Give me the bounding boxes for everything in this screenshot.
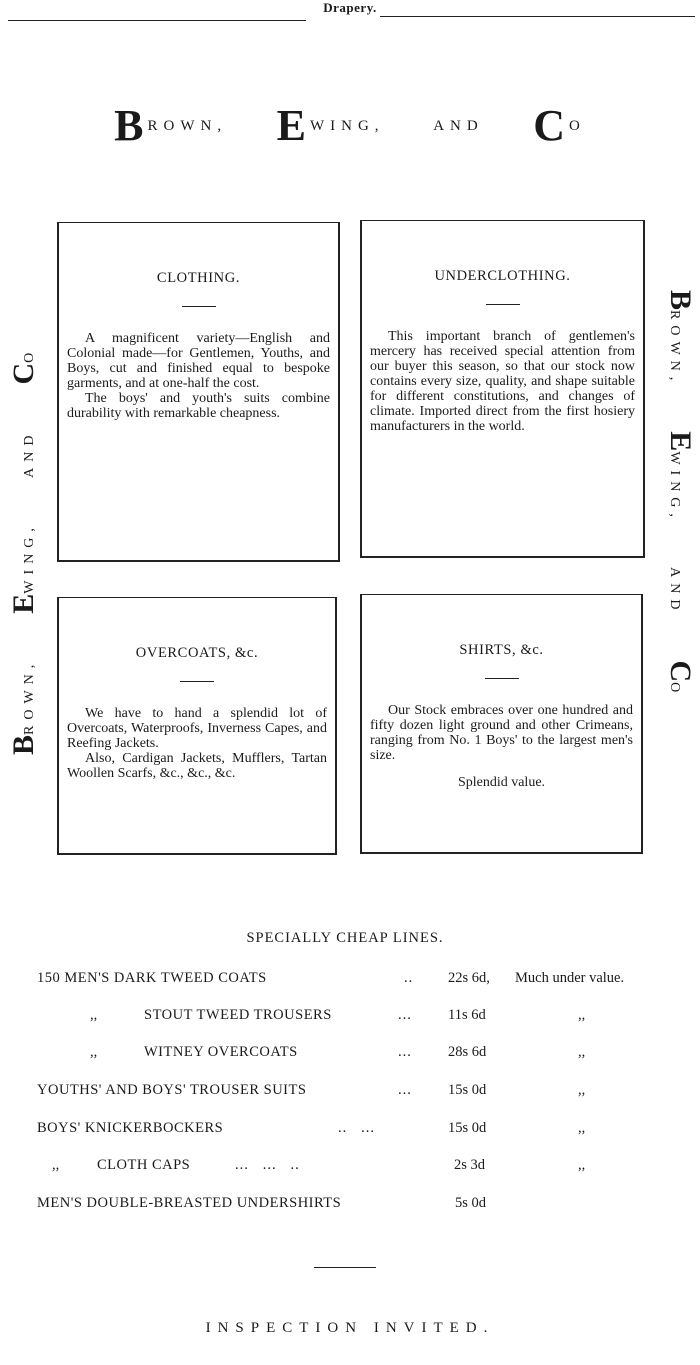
box-body — [67, 706, 327, 781]
side-left-word-and: AND — [22, 429, 37, 478]
side-banner-left — [7, 347, 41, 755]
box-title: UNDERCLOTHING. — [434, 268, 571, 284]
firm-name-banner — [0, 100, 700, 151]
price-row-ditto: ,, — [90, 1044, 98, 1060]
price-row-price: 15s 0d — [448, 1120, 487, 1136]
firm-word-o: O — [569, 118, 586, 134]
box-paragraph: This important branch of gentlemen's mercery has received special attention from our buyer this season, so that our stock now contains every size, quality, and shape suitable for different constitutions, and changes of climate. Imported direct from the first hosiery manufacturers in the world. — [370, 329, 635, 434]
box-body — [370, 329, 635, 434]
box-divider — [180, 681, 214, 682]
side-left-initial-e: E — [7, 593, 40, 614]
price-row — [0, 1157, 700, 1179]
price-row-price: 28s 6d — [448, 1044, 487, 1060]
side-right-word-o: O — [667, 682, 682, 699]
firm-word-rown: ROWN, — [147, 118, 228, 134]
header-rule-left — [8, 20, 306, 21]
side-left-initial-c: C — [7, 362, 40, 385]
firm-initial-c: C — [533, 101, 565, 150]
price-row-item: WITNEY OVERCOATS — [144, 1044, 298, 1060]
divider-rule — [314, 1267, 376, 1268]
price-row-item: STOUT TWEED TROUSERS — [144, 1007, 332, 1023]
price-row-note: ,, — [578, 1120, 586, 1136]
price-row-price: 5s 0d — [455, 1195, 487, 1211]
price-row-dots: .. — [404, 970, 414, 986]
price-row-dots: ... ... .. — [235, 1157, 300, 1173]
box-paragraph: Splendid value. — [457, 775, 546, 790]
price-row-price: 11s 6d — [448, 1007, 486, 1023]
price-row-note: ,, — [578, 1044, 586, 1060]
header-rule-right — [380, 16, 695, 17]
side-right-initial-b: B — [664, 290, 697, 311]
price-row-item: BOYS' KNICKERBOCKERS — [37, 1120, 224, 1136]
price-row-note: ,, — [578, 1157, 586, 1173]
side-right-word-wing: WING, — [667, 451, 682, 523]
price-row-price: 22s 6d, — [448, 970, 490, 986]
side-left-word-wing: WING, — [22, 522, 37, 594]
price-row — [0, 1044, 700, 1066]
side-left-word-o: O — [22, 346, 37, 363]
box-paragraph: A magnificent variety—English and Colonial made—for Gentlemen, Youths, and Boys, cut and finished equal to bespoke garments, and at one-half the cost. — [67, 331, 330, 391]
side-banner-right — [663, 290, 697, 698]
price-row-price: 15s 0d — [448, 1082, 487, 1098]
side-right-word-rown: ROWN, — [667, 310, 682, 387]
price-row-item: YOUTHS' AND BOYS' TROUSER SUITS — [37, 1082, 307, 1098]
price-row-item: CLOTH CAPS — [97, 1157, 191, 1173]
box-title: OVERCOATS, &c. — [135, 645, 259, 661]
price-row-dots: .. ... — [338, 1120, 375, 1136]
price-row-note: ,, — [578, 1082, 586, 1098]
box-title: CLOTHING. — [156, 270, 241, 286]
side-left-initial-b: B — [7, 734, 40, 755]
section-title: Drapery. — [323, 0, 377, 15]
box-paragraph: Our Stock embraces over one hundred and fifty dozen light ground and other Crimeans, ranging from No. 1 Boys' to the largest men's size. — [370, 703, 633, 763]
box-title: SHIRTS, &c. — [459, 642, 544, 658]
price-row-price: 2s 3d — [454, 1157, 486, 1173]
price-list-title: SPECIALLY CHEAP LINES. — [246, 930, 444, 946]
box-body — [370, 703, 633, 790]
price-row — [0, 970, 700, 992]
side-right-word-and: AND — [667, 567, 682, 616]
price-row-note: ,, — [578, 1007, 586, 1023]
box-shirts — [360, 594, 643, 854]
side-left-word-rown: ROWN, — [22, 658, 37, 735]
box-clothing — [57, 222, 340, 562]
box-paragraph: Also, Cardigan Jackets, Mufflers, Tartan Woollen Scarfs, &c., &c., &c. — [67, 751, 327, 781]
price-row — [0, 1082, 700, 1104]
price-row-dots: ... — [398, 1082, 412, 1098]
price-row-dots: ... — [398, 1007, 412, 1023]
box-divider — [485, 678, 519, 679]
price-row-item: 150 MEN'S DARK TWEED COATS — [37, 970, 267, 986]
side-right-initial-c: C — [664, 660, 697, 683]
side-right-initial-e: E — [664, 431, 697, 452]
box-divider — [486, 304, 520, 305]
box-paragraph: The boys' and youth's suits combine durability with remarkable cheapness. — [67, 391, 330, 421]
firm-initial-b: B — [114, 101, 144, 150]
price-row-dots: ... — [398, 1044, 412, 1060]
firm-word-wing: WING, — [309, 118, 385, 134]
firm-initial-e: E — [276, 101, 306, 150]
box-divider — [182, 306, 216, 307]
box-paragraph: We have to hand a splendid lot of Overcoats, Waterproofs, Inverness Capes, and Reefing Jackets. — [67, 706, 327, 751]
price-row — [0, 1195, 700, 1217]
price-row — [0, 1007, 700, 1029]
box-underclothing — [360, 220, 645, 558]
inspection-invited: INSPECTION INVITED. — [205, 1320, 495, 1336]
price-row-ditto: ,, — [90, 1007, 98, 1023]
price-row-note: Much under value. — [515, 970, 625, 986]
price-row-item: MEN'S DOUBLE-BREASTED UNDERSHIRTS — [37, 1195, 342, 1211]
firm-word-and: AND — [433, 118, 484, 134]
box-body — [67, 331, 330, 421]
price-row — [0, 1120, 700, 1142]
price-row-ditto: ,, — [52, 1157, 60, 1173]
box-overcoats — [57, 597, 337, 855]
